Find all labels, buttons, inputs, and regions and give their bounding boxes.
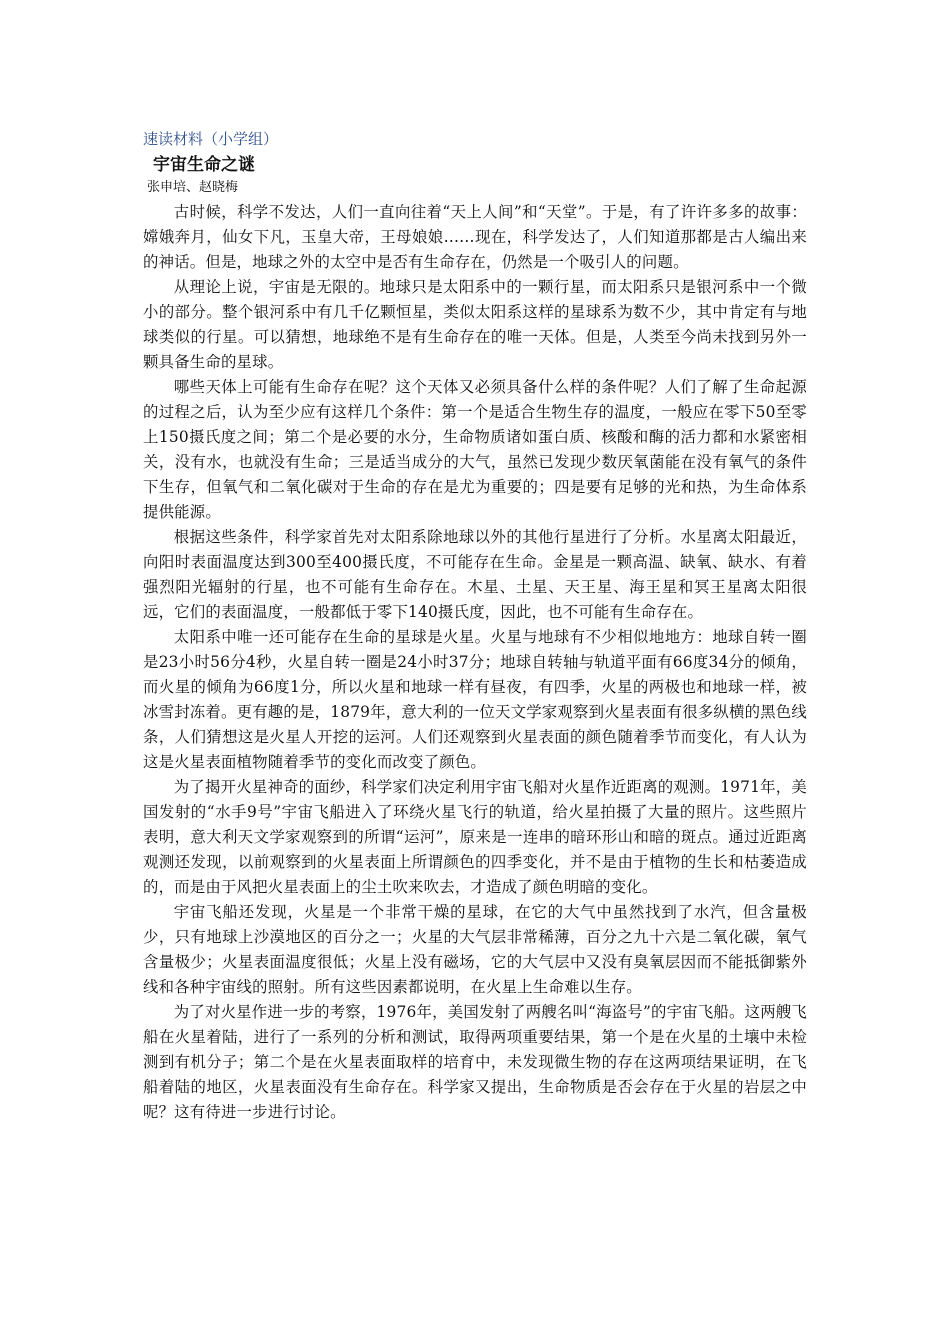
document-authors: 张申培、赵晓梅: [147, 180, 239, 195]
paragraph-5: 太阳系中唯一还可能存在生命的星球是火星。火星与地球有不少相似地地方：地球自转一圈是23小时56分4秒，火星自转一圈是24小时37分；地球自转轴与轨道平面有66度34分的倾角，而火星的倾角为66度1分，所以火星和地球一样有昼夜，有四季，火星的两极也和地球一样，被冰雪封冻着。更有趣的是，1879年，意大利的一位天文学家观察到火星表面有很多纵横的黑色线条，人们猜想这是火星人开挖的运河。人们还观察到火星表面的颜色随着季节而变化，有人认为这是火星表面植物随着季节的变化而改变了颜色。: [143, 628, 807, 771]
document-category: 速读材料（小学组）: [143, 130, 279, 148]
paragraph-3: 哪些天体上可能有生命存在呢？这个天体又必须具备什么样的条件呢？人们了解了生命起源的过程之后，认为至少应有这样几个条件：第一个是适合生物生存的温度，一般应在零下50至零上150摄氏度之间；第二个是必要的水分，生命物质诸如蛋白质、核酸和酶的活力都和水紧密相关，没有水，也就没有生命；三是适当成分的大气，虽然已发现少数厌氧菌能在没有氧气的条件下生存，但氧气和二氧化碳对于生命的存在是尤为重要的；四是要有足够的光和热，为生命体系提供能源。: [143, 378, 807, 521]
paragraph-7: 宇宙飞船还发现，火星是一个非常干燥的星球，在它的大气中虽然找到了水汽，但含量极少，只有地球上沙漠地区的百分之一；火星的大气层非常稀薄，百分之九十六是二氧化碳，氧气含量极少；火星表面温度很低；火星上没有磁场，它的大气层中又没有臭氧层因而不能抵御紫外线和各种宇宙线的照射。所有这些因素都说明，在火星上生命难以生存。: [143, 903, 807, 996]
document-page: [143, 128, 807, 1125]
document-body: [143, 200, 807, 1125]
paragraph-4: 根据这些条件，科学家首先对太阳系除地球以外的其他行星进行了分析。水星离太阳最近，向阳时表面温度达到300至400摄氏度，不可能存在生命。金星是一颗高温、缺氧、缺水、有着强烈阳光辐射的行星，也不可能有生命存在。木星、土星、天王星、海王星和冥王星离太阳很远，它们的表面温度，一般都低于零下140摄氏度，因此，也不可能有生命存在。: [143, 528, 807, 621]
paragraph-1: 古时候，科学不发达，人们一直向往着“天上人间”和“天堂”。于是，有了许许多多的故事：嫦娥奔月，仙女下凡，玉皇大帝，王母娘娘……现在，科学发达了，人们知道那都是古人编出来的神话。但是，地球之外的太空中是否有生命存在，仍然是一个吸引人的问题。: [143, 203, 807, 271]
paragraph-6: 为了揭开火星神奇的面纱，科学家们决定利用宇宙飞船对火星作近距离的观测。1971年，美国发射的“水手9号”宇宙飞船进入了环绕火星飞行的轨道，给火星拍摄了大量的照片。这些照片表明，意大利天文学家观察到的所谓“运河”，原来是一连串的暗环形山和暗的斑点。通过近距离观测还发现，以前观察到的火星表面上所谓颜色的四季变化，并不是由于植物的生长和枯萎造成的，而是由于风把火星表面上的尘土吹来吹去，才造成了颜色明暗的变化。: [143, 778, 807, 896]
paragraph-8: 为了对火星作进一步的考察，1976年，美国发射了两艘名叫“海盗号”的宇宙飞船。这两艘飞船在火星着陆，进行了一系列的分析和测试，取得两项重要结果，第一个是在火星的土壤中未检测到有机分子；第二个是在火星表面取样的培育中，未发现微生物的存在这两项结果证明，在飞船着陆的地区，火星表面没有生命存在。科学家又提出，生命物质是否会存在于火星的岩层之中呢？这有待进一步进行讨论。: [143, 1003, 807, 1121]
document-title: 宇宙生命之谜: [153, 155, 255, 175]
paragraph-2: 从理论上说，宇宙是无限的。地球只是太阳系中的一颗行星，而太阳系只是银河系中一个微小的部分。整个银河系中有几千亿颗恒星，类似太阳系这样的星球系为数不少，其中肯定有与地球类似的行星。可以猜想，地球绝不是有生命存在的唯一天体。但是，人类至今尚未找到另外一颗具备生命的星球。: [143, 278, 807, 371]
